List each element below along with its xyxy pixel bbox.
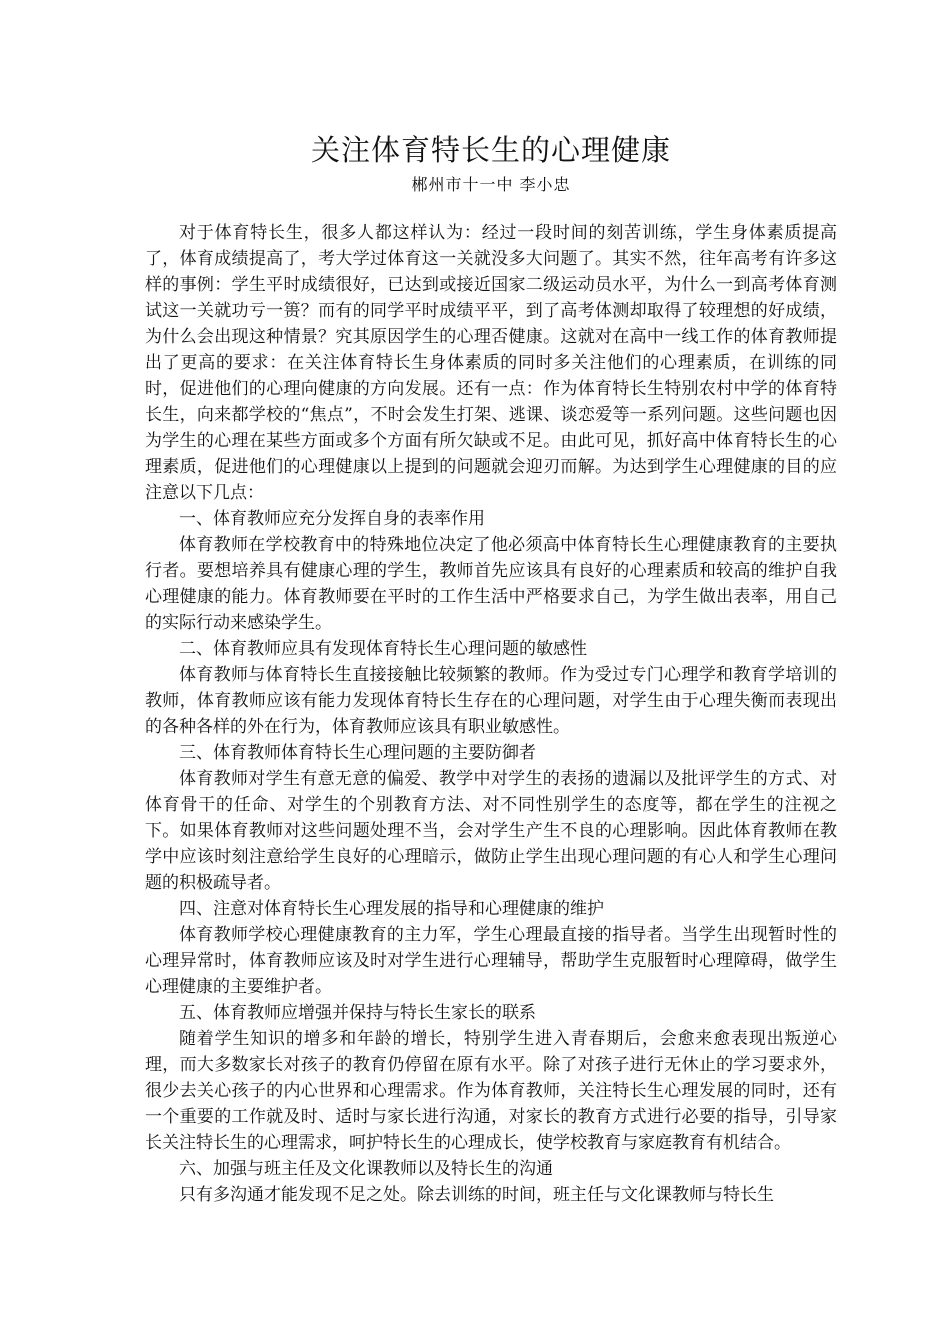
body-paragraph: 体育教师对学生有意无意的偏爱、教学中对学生的表扬的遗漏以及批评学生的方式、对体育骨干的任命、对学生的个别教育方法、对不同性别学生的态度等，都在学生的注视之下。如果体育教师对这些问题处理不当，会对学生产生不良的心理影响。因此体育教师在教学中应该时刻注意给学生良好的心理暗示，做防止学生出现心理问题的有心人和学生心理问题的积极疏导者。 — [145, 769, 837, 893]
document-body — [145, 220, 837, 1208]
document-author: 郴州市十一中 李小忠 — [411, 175, 571, 194]
section-heading: 三、体育教师体育特长生心理问题的主要防御者 — [179, 743, 536, 763]
section-heading: 五、体育教师应增强并保持与特长生家长的联系 — [179, 1003, 536, 1023]
body-paragraph: 只有多沟通才能发现不足之处。除去训练的时间，班主任与文化课教师与特长生 — [179, 1185, 774, 1205]
body-paragraph: 随着学生知识的增多和年龄的增长，特别学生进入青春期后，会愈来愈表现出叛逆心理，而大多数家长对孩子的教育仍停留在原有水平。除了对孩子进行无休止的学习要求外，很少去关心孩子的内心世界和心理需求。作为体育教师，关注特长生心理发展的同时，还有一个重要的工作就及时、适时与家长进行沟通，对家长的教育方式进行必要的指导，引导家长关注特长生的心理需求，呵护特长生的心理成长，使学校教育与家庭教育有机结合。 — [145, 1029, 837, 1153]
document-title: 关注体育特长生的心理健康 — [310, 133, 671, 167]
body-paragraph: 体育教师与体育特长生直接接触比较频繁的教师。作为受过专门心理学和教育学培训的教师，体育教师应该有能力发现体育特长生存在的心理问题，对学生由于心理失衡而表现出的各种各样的外在行为，体育教师应该具有职业敏感性。 — [145, 665, 837, 737]
section-heading: 二、体育教师应具有发现体育特长生心理问题的敏感性 — [179, 639, 587, 659]
body-paragraph: 对于体育特长生，很多人都这样认为：经过一段时间的刻苦训练，学生身体素质提高了，体育成绩提高了，考大学过体育这一关就没多大问题了。其实不然，往年高考有许多这样的事例：学生平时成绩很好，已达到或接近国家二级运动员水平，为什么一到高考体育测试这一关就功亏一篑？而有的同学平时成绩平平，到了高考体测却取得了较理想的好成绩，为什么会出现这种情景？究其原因学生的心理否健康。这就对在高中一线工作的体育教师提出了更高的要求：在关注体育特长生身体素质的同时多关注他们的心理素质，在训练的同时，促进他们的心理向健康的方向发展。还有一点：作为体育特长生特别农村中学的体育特长生，向来都学校的“焦点”，不时会发生打架、逃课、谈恋爱等一系列问题。这些问题也因为学生的心理在某些方面或多个方面有所欠缺或不足。由此可见，抓好高中体育特长生的心理素质，促进他们的心理健康以上提到的问题就会迎刃而解。为达到学生心理健康的目的应注意以下几点： — [145, 223, 837, 503]
section-heading: 一、体育教师应充分发挥自身的表率作用 — [179, 509, 485, 529]
body-paragraph: 体育教师学校心理健康教育的主力军，学生心理最直接的指导者。当学生出现暂时性的心理异常时，体育教师应该及时对学生进行心理辅导，帮助学生克服暂时心理障碍，做学生心理健康的主要维护者。 — [145, 925, 837, 997]
section-heading: 四、注意对体育特长生心理发展的指导和心理健康的维护 — [179, 899, 604, 919]
body-paragraph: 体育教师在学校教育中的特殊地位决定了他必须高中体育特长生心理健康教育的主要执行者。要想培养具有健康心理的学生，教师首先应该具有良好的心理素质和较高的维护自我心理健康的能力。体育教师要在平时的工作生活中严格要求自己，为学生做出表率，用自己的实际行动来感染学生。 — [145, 535, 837, 633]
section-heading: 六、加强与班主任及文化课教师以及特长生的沟通 — [179, 1159, 553, 1179]
document-page — [145, 128, 837, 1208]
